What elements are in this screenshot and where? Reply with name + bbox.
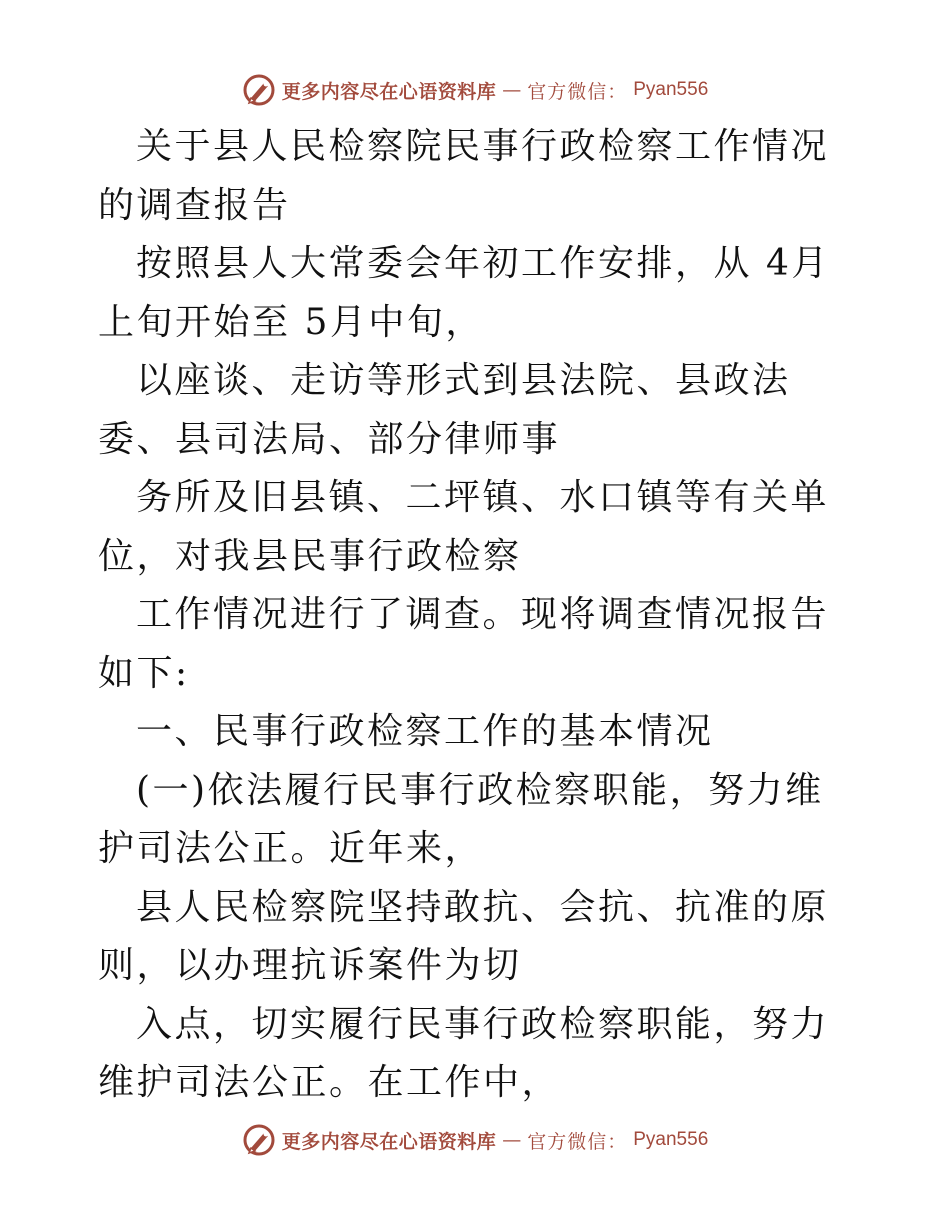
paragraph: 以座谈、走访等形式到县法院、县政法委、县司法局、部分律师事 xyxy=(98,360,791,460)
footer-separator: — xyxy=(502,1129,522,1151)
header-brand-text: 更多内容尽在心语资料库 xyxy=(281,80,497,103)
pen-logo-icon xyxy=(242,1123,276,1157)
paragraph-title: 关于县人民检察院民事行政检察工作情况的调查报告 xyxy=(98,126,830,226)
footer-wechat-id: Pyan556 xyxy=(633,1129,709,1150)
paragraph: (一)依法履行民事行政检察职能，努力维护司法公正。近年来， xyxy=(98,769,824,869)
paragraph: 入点，切实履行民事行政检察职能，努力维护司法公正。在工作中， xyxy=(98,1003,830,1103)
section-heading: 一、民事行政检察工作的基本情况 xyxy=(136,711,714,752)
paragraph: 县人民检察院坚持敢抗、会抗、抗准的原则，以办理抗诉案件为切 xyxy=(98,886,830,986)
pen-logo-icon xyxy=(242,73,276,107)
header-wechat-label: 官方微信： xyxy=(527,80,628,103)
footer-wechat-label: 官方微信： xyxy=(527,1130,628,1153)
paragraph: 按照县人大常委会年初工作安排，从 4月上旬开始至 5月中旬， xyxy=(98,243,830,343)
header-separator: — xyxy=(502,79,522,101)
header-banner xyxy=(0,70,950,110)
footer-banner xyxy=(0,1120,950,1160)
document-body xyxy=(98,118,858,1113)
paragraph: 务所及旧县镇、二坪镇、水口镇等有关单位，对我县民事行政检察 xyxy=(98,477,830,577)
paragraph: 工作情况进行了调查。现将调查情况报告如下: xyxy=(98,594,830,694)
header-wechat-id: Pyan556 xyxy=(633,79,709,100)
footer-brand-text: 更多内容尽在心语资料库 xyxy=(281,1130,497,1153)
